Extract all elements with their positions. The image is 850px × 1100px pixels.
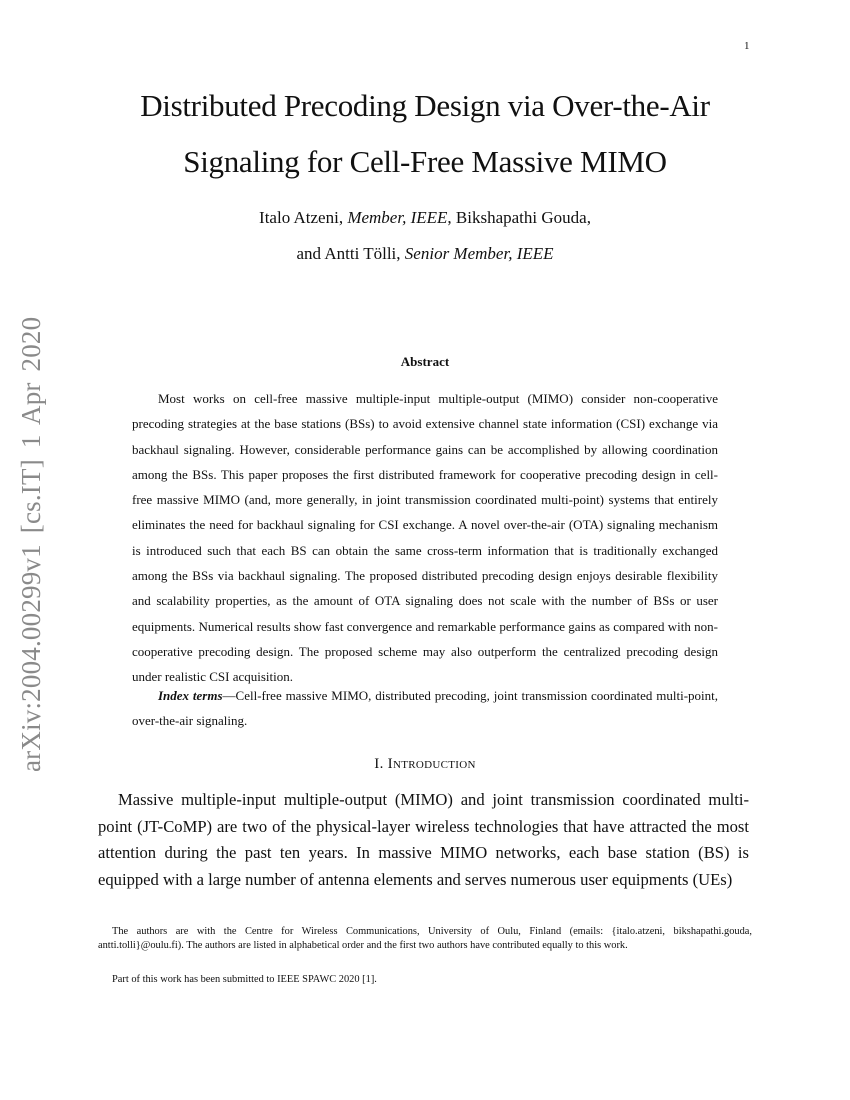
page-number: 1 [744, 40, 750, 52]
author-name: and Antti Tölli, [296, 244, 405, 263]
author-name: , Bikshapathi Gouda, [447, 208, 591, 227]
arxiv-identifier-stamp: arXiv:2004.00299v1 [cs.IT] 1 Apr 2020 [16, 316, 46, 772]
footnote-submission: Part of this work has been submitted to IEEE SPAWC 2020 [1]. [112, 974, 377, 985]
index-terms-text: —Cell-free massive MIMO, distributed precoding, joint transmission coordinated multi-point, over-the-air signaling. [132, 688, 719, 729]
footnote-affiliation: The authors are with the Centre for Wireless Communications, University of Oulu, Finland (emails: {italo.atzeni, bikshapathi.gouda, antti.tolli}@oulu.fi). The authors are listed in alphabetical order and the first two authors have contributed equally to this work. [98, 926, 752, 951]
author-line-2 [0, 236, 850, 272]
author-line-1 [0, 200, 850, 236]
paper-title [0, 78, 850, 190]
section-heading-introduction: I. Introduction [374, 756, 476, 772]
author-role: Senior Member, IEEE [404, 244, 554, 263]
introduction-paragraph: Massive multiple-input multiple-output (MIMO) and joint transmission coordinated multi-point (JT-CoMP) are two of the physical-layer wireless technologies that have attracted the most attention during the past ten years. In massive MIMO networks, each base station (BS) is equipped with a large number of antenna elements and serves numerous user equipments (UEs) [98, 790, 749, 889]
author-block [0, 200, 850, 272]
title-line-2: Signaling for Cell-Free Massive MIMO [183, 144, 667, 179]
index-terms [132, 683, 718, 734]
author-role: Member, IEEE [347, 208, 448, 227]
index-terms-label: Index terms [158, 688, 223, 703]
abstract-text: Most works on cell-free massive multiple-input multiple-output (MIMO) consider non-cooperative precoding strategies at the base stations (BSs) to avoid extensive channel state information (CSI) exchange via backhaul signaling. However, considerable performance gains can be accomplished by allowing coordination among the BSs. This paper proposes the first distributed framework for cooperative precoding design in cell-free massive MIMO (and, more generally, in joint transmission coordinated multi-point) systems that entirely eliminates the need for backhaul signaling for CSI exchange. A novel over-the-air (OTA) signaling mechanism is introduced such that each BS can obtain the same cross-term information that is traditionally exchanged among the BSs via backhaul signaling. The proposed distributed precoding design enjoys desirable flexibility and scalability properties, as the amount of OTA signaling does not scale with the number of BSs or user equipments. Numerical results show fast convergence and remarkable performance gains as compared with non-cooperative precoding design. The proposed scheme may also outperform the centralized precoding design under realistic CSI acquisition. [132, 391, 718, 685]
abstract-heading: Abstract [400, 354, 450, 369]
author-name: Italo Atzeni, [259, 208, 348, 227]
title-line-1: Distributed Precoding Design via Over-the-Air [140, 88, 710, 123]
